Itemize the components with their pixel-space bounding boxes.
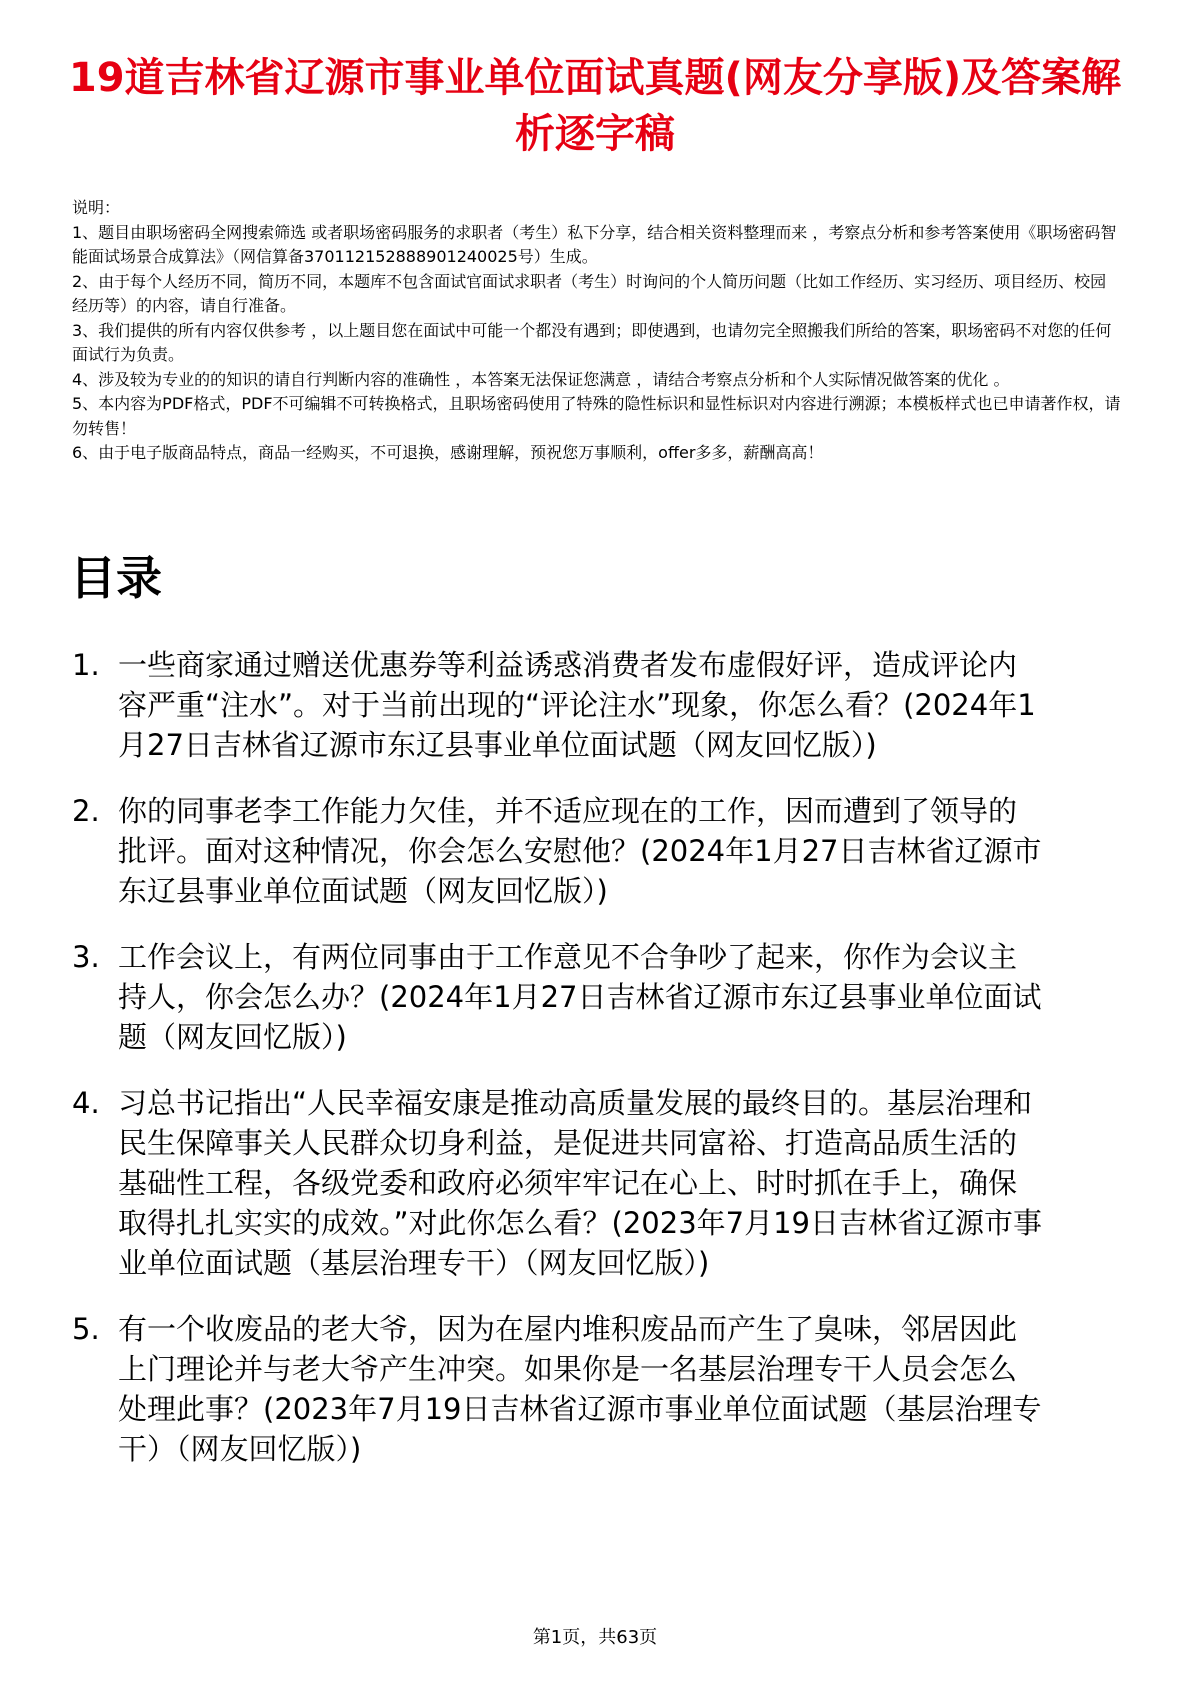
toc-item-text[interactable]: 有一个收废品的老大爷，因为在屋内堆积废品而产生了臭味，邻居因此上门理论并与老大爷产生冲突。如果你是一名基层治理专干人员会怎么处理此事？(2023年7月19日吉林省辽源市事业单位面试题（基层治理专干）（网友回忆版）)	[118, 1312, 1042, 1466]
instructions-heading: 说明：	[72, 198, 121, 217]
toc-item-text[interactable]: 习总书记指出“人民幸福安康是推动高质量发展的最终目的。基层治理和民生保障事关人民群众切身利益，是促进共同富裕、打造高品质生活的基础性工程，各级党委和政府必须牢牢记在心上、时时抓在手上，确保取得扎扎实实的成效。”对此你怎么看？(2023年7月19日吉林省辽源市事业单位面试题（基层治理专干）（网友回忆版）)	[118, 1086, 1042, 1280]
instruction-item: 6、由于电子版商品特点，商品一经购买，不可退换，感谢理解，预祝您万事顺利，offer多多，薪酬高高！	[72, 443, 824, 462]
instruction-item: 4、涉及较为专业的的知识的请自行判断内容的准确性 ，本答案无法保证您满意 ，请结合考察点分析和个人实际情况做答案的优化 。	[72, 369, 1010, 389]
instruction-item: 1、题目由职场密码全网搜索筛选 或者职场密码服务的求职者（考生）私下分享，结合相关资料整理而来 ，考察点分析和参考答案使用《职场密码智能面试场景合成算法》（网信算备370112152888901240025号）生成。	[72, 222, 1117, 266]
document-title: 19道吉林省辽源市事业单位面试真题(网友分享版)及答案解析逐字稿	[68, 55, 1122, 157]
instruction-item: 2、由于每个人经历不同，简历不同，本题库不包含面试官面试求职者（考生）时询问的个人简历问题（比如工作经历、实习经历、项目经历、校园经历等）的内容，请自行准备。	[72, 271, 1107, 315]
toc-item-1[interactable]	[72, 645, 1042, 765]
toc-item-text[interactable]: 工作会议上，有两位同事由于工作意见不合争吵了起来，你作为会议主持人，你会怎么办？(2024年1月27日吉林省辽源市东辽县事业单位面试题（网友回忆版）)	[118, 940, 1042, 1054]
toc-item-text[interactable]: 你的同事老李工作能力欠佳，并不适应现在的工作，因而遭到了领导的批评。面对这种情况，你会怎么安慰他？(2024年1月27日吉林省辽源市东辽县事业单位面试题（网友回忆版）)	[118, 794, 1042, 908]
toc-item-number: 5.	[72, 1312, 100, 1346]
instruction-item: 5、本内容为PDF格式，PDF不可编辑不可转换格式，且职场密码使用了特殊的隐性标识和显性标识对内容进行溯源；本模板样式也已申请著作权，请勿转售！	[72, 394, 1121, 438]
toc-heading: 目录	[70, 551, 162, 605]
toc-item-4[interactable]	[72, 1083, 1042, 1283]
toc-item-number: 3.	[72, 940, 100, 974]
toc-item-5[interactable]	[72, 1309, 1042, 1469]
toc-item-2[interactable]	[72, 791, 1042, 911]
instruction-item: 3、我们提供的所有内容仅供参考 ，以上题目您在面试中可能一个都没有遇到；即使遇到，也请勿完全照搬我们所给的答案，职场密码不对您的任何面试行为负责。	[72, 320, 1112, 364]
toc-item-text[interactable]: 一些商家通过赠送优惠券等利益诱惑消费者发布虚假好评，造成评论内容严重“注水”。对于当前出现的“评论注水”现象，你怎么看？(2024年1月27日吉林省辽源市东辽县事业单位面试题（网友回忆版）)	[118, 648, 1036, 762]
toc-item-number: 1.	[72, 648, 100, 682]
toc-item-3[interactable]	[72, 937, 1042, 1057]
instructions-block	[72, 196, 1122, 466]
page-number-footer: 第1页，共63页	[532, 1627, 658, 1648]
toc-item-number: 2.	[72, 794, 100, 828]
toc-item-number: 4.	[72, 1086, 100, 1120]
toc-list	[72, 645, 1042, 1495]
